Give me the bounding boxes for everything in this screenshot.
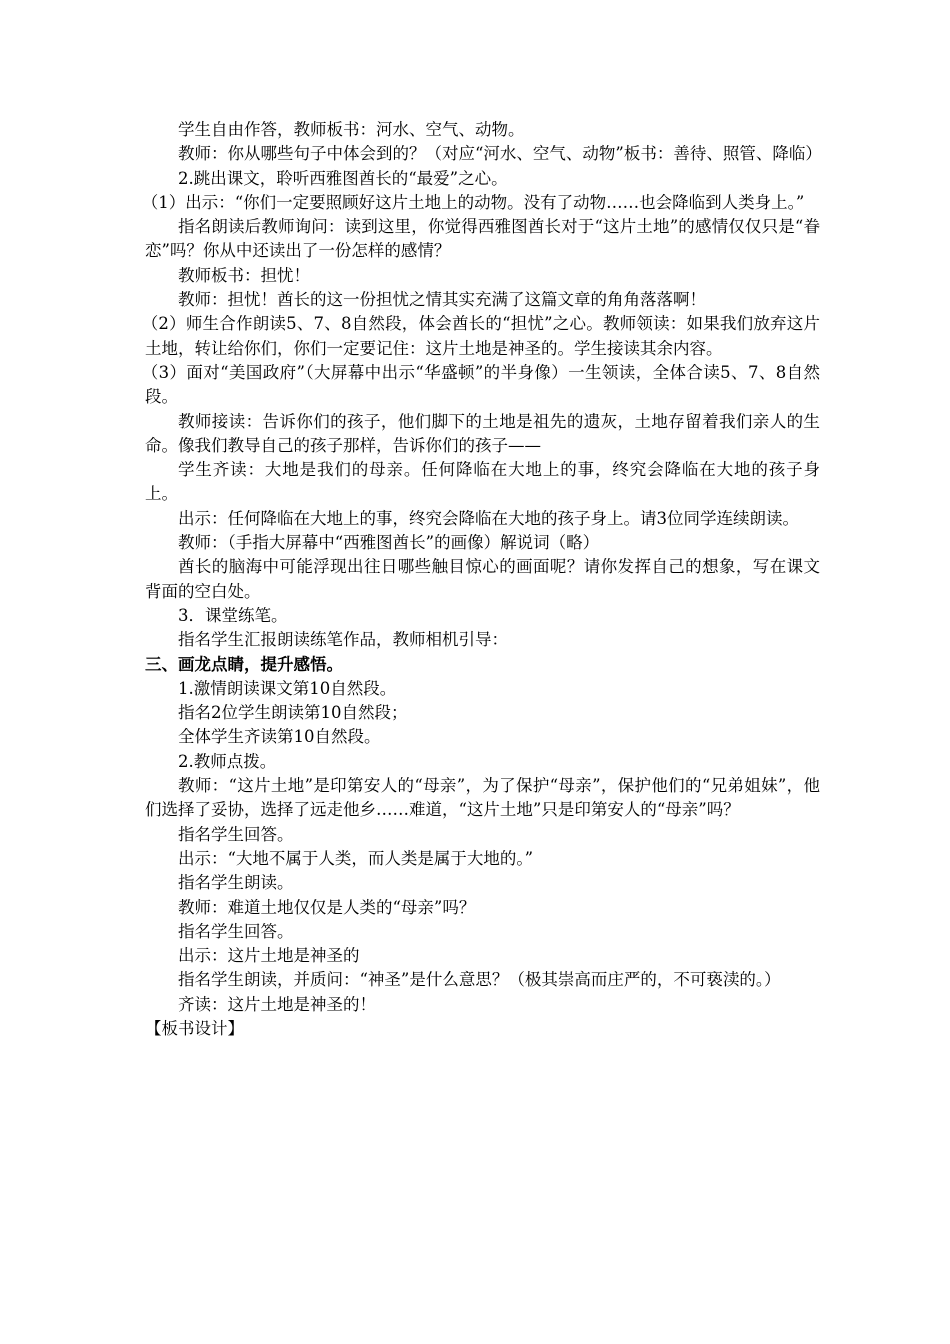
paragraph: 1.激情朗读课文第10自然段。 bbox=[178, 678, 397, 698]
paragraph: （2）师生合作朗读5、7、8自然段，体会酋长的“担忧”之心。教师领读：如果我们放弃这片土地，转让给你们，你们一定要记住：这片土地是神圣的。学生接读其余内容。 bbox=[141, 314, 820, 358]
paragraph: 教师：你从哪些句子中体会到的？（对应“河水、空气、动物”板书：善待、照管、降临） bbox=[178, 144, 822, 164]
paragraph: 出示：“大地不属于人类，而人类是属于大地的。” bbox=[178, 848, 534, 868]
paragraph: 指名朗读后教师询问：读到这里，你觉得西雅图酋长对于“这片土地”的感情仅仅只是“眷恋”吗？你从中还读出了一份怎样的感情？ bbox=[145, 217, 820, 261]
paragraph: 教师接读：告诉你们的孩子，他们脚下的土地是祖先的遗灰，土地存留着我们亲人的生命。像我们教导自己的孩子那样，告诉你们的孩子—— bbox=[145, 411, 820, 455]
paragraph: 学生自由作答，教师板书：河水、空气、动物。 bbox=[178, 120, 525, 139]
paragraph: 指名学生回答。 bbox=[178, 824, 294, 844]
board-design-heading: 【板书设计】 bbox=[145, 1018, 244, 1038]
paragraph: 学生齐读：大地是我们的母亲。任何降临在大地上的事，终究会降临在大地的孩子身上。 bbox=[145, 460, 820, 504]
paragraph: （1）出示：“你们一定要照顾好这片土地上的动物。没有了动物……也会降临到人类身上。” bbox=[141, 192, 805, 212]
document-page bbox=[141, 118, 822, 1041]
paragraph: 教师：担忧！酋长的这一份担忧之情其实充满了这篇文章的角角落落啊！ bbox=[178, 290, 706, 310]
paragraph: 教师：“这片土地”是印第安人的“母亲”，为了保护“母亲”，保护他们的“兄弟姐妹”，他们选择了妥协，选择了远走他乡……难道，“这片土地”只是印第安人的“母亲”吗？ bbox=[145, 776, 820, 820]
paragraph: 指名学生回答。 bbox=[178, 921, 294, 941]
paragraph: 齐读：这片土地是神圣的！ bbox=[178, 994, 376, 1014]
paragraph: 教师板书：担忧！ bbox=[178, 265, 310, 285]
paragraph: 酋长的脑海中可能浮现出往日哪些触目惊心的画面呢？请你发挥自己的想象，写在课文背面的空白处。 bbox=[145, 557, 820, 601]
paragraph: 指名学生汇报朗读练笔作品，教师相机引导： bbox=[178, 630, 508, 650]
paragraph: （3）面对“美国政府”（大屏幕中出示“华盛顿”的半身像）一生领读，全体合读5、7、8自然段。 bbox=[141, 362, 820, 407]
paragraph: 2.跳出课文，聆听西雅图酋长的“最爱”之心。 bbox=[178, 168, 508, 188]
paragraph: 出示：任何降临在大地上的事，终究会降临在大地的孩子身上。请3位同学连续朗读。 bbox=[178, 508, 799, 528]
paragraph: 全体学生齐读第10自然段。 bbox=[178, 727, 381, 747]
paragraph: 教师：（手指大屏幕中“西雅图酋长”的画像）解说词（略） bbox=[178, 533, 600, 553]
paragraph: 教师：难道土地仅仅是人类的“母亲”吗？ bbox=[178, 897, 476, 917]
paragraph: 指名2位学生朗读第10自然段； bbox=[178, 703, 408, 723]
paragraph: 出示：这片土地是神圣的 bbox=[178, 946, 360, 966]
paragraph: 指名学生朗读。 bbox=[178, 873, 294, 893]
paragraph: 3．课堂练笔。 bbox=[178, 605, 288, 625]
section-heading: 三、画龙点睛，提升感悟。 bbox=[145, 654, 343, 674]
paragraph: 2.教师点拨。 bbox=[178, 751, 277, 771]
paragraph: 指名学生朗读，并质问：“神圣”是什么意思？（极其崇高而庄严的，不可亵渎的。） bbox=[178, 970, 781, 990]
